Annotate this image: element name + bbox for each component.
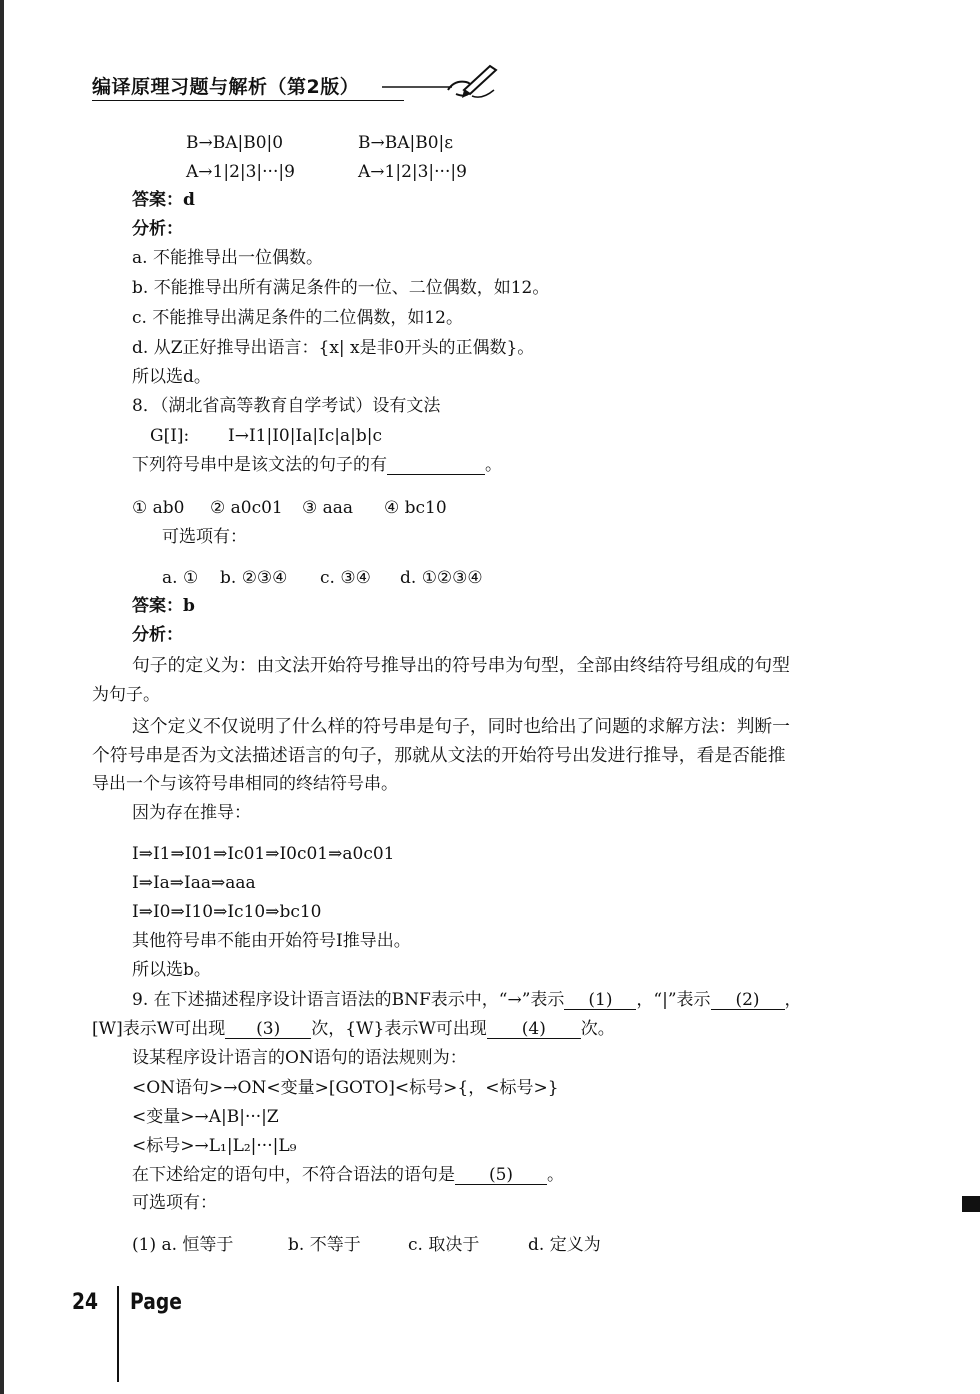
question-8: 8．（湖北省高等教育自学考试）设有文法: [132, 396, 441, 416]
analysis-d: d. 从Z正好推导出语言：{x| x是非0开头的正偶数}。: [132, 338, 535, 358]
page-word: Page: [130, 1290, 182, 1315]
question-9-part-f: 次。: [580, 1019, 615, 1039]
on-statement-rule: <ON语句>→ON<变量>[GOTO]<标号>{，<标号>}: [132, 1078, 559, 1098]
answer-blank-8: [387, 456, 485, 475]
rule-a-left: A→1|2|3|···|9: [186, 162, 295, 182]
paragraph-1-line-2: 为句子。: [92, 685, 160, 705]
derivation-1: I⇒I1⇒I01⇒Ic01⇒I0c01⇒a0c01: [132, 844, 395, 864]
label-rule: <标号>→L₁|L₂|···|L₉: [132, 1136, 297, 1156]
question-9-line-2: [92, 1018, 615, 1040]
question-9-part-b: ，“|”表示: [636, 990, 711, 1010]
header-title: 编译原理习题与解析（第2版）: [92, 76, 360, 98]
analysis-a: a. 不能推导出一位偶数。: [132, 248, 323, 268]
question-9-part-h: 。: [547, 1165, 564, 1185]
answer-blank-1: (1): [564, 991, 636, 1010]
option-1-b: b. 不等于: [288, 1235, 361, 1255]
question-9-part-a: 9. 在下述描述程序设计语言语法的BNF表示中，“→”表示: [132, 990, 565, 1010]
on-statement-intro: 设某程序设计语言的ON语句的语法规则为：: [132, 1048, 467, 1068]
answer-1: 答案：d: [132, 190, 195, 210]
pen-writing-icon: [444, 60, 500, 104]
choices-label-1: 可选项有：: [162, 527, 247, 547]
analysis-c: c. 不能推导出满足条件的二位偶数，如12。: [132, 308, 463, 328]
page-number: 24: [72, 1290, 99, 1315]
question-9-part-e: 次，{W}表示W可出现: [311, 1019, 487, 1039]
conclusion-2: 所以选b。: [132, 960, 211, 980]
question-9-line-3: [132, 1164, 564, 1186]
paragraph-2-line-1: 这个定义不仅说明了什么样的符号串是句子，同时也给出了问题的求解方法：判断一: [132, 716, 790, 737]
question-8-prompt: [132, 454, 502, 476]
rule-a-right: A→1|2|3|···|9: [358, 162, 467, 182]
page-header: [92, 66, 512, 110]
conclusion-1: 所以选d。: [132, 367, 211, 387]
option-1-c: c. 取决于: [408, 1235, 480, 1255]
page-left-edge: [0, 0, 4, 1394]
answer-blank-2: (2): [711, 991, 785, 1010]
header-rule: [92, 100, 404, 101]
choices-1: [162, 567, 483, 589]
string-option: ④ bc10: [384, 498, 447, 518]
string-option: ① ab0: [132, 498, 185, 518]
rule-b-left: B→BA|B0|0: [186, 133, 284, 153]
question-9-part-d: [W]表示W可出现: [92, 1019, 226, 1039]
variable-rule: <变量>→A|B|···|Z: [132, 1107, 279, 1127]
analysis-label-1: 分析：: [132, 219, 183, 239]
derivation-2: I⇒Ia⇒Iaa⇒aaa: [132, 873, 256, 893]
side-tab-marker: [962, 1196, 980, 1212]
grammar-rule: I→I1|I0|Ia|Ic|a|b|c: [228, 426, 383, 446]
page-footer: [0, 1278, 980, 1394]
string-option: ② a0c01: [210, 498, 283, 518]
analysis-label-2: 分析：: [132, 625, 183, 645]
analysis-b: b. 不能推导出所有满足条件的一位、二位偶数，如12。: [132, 278, 550, 298]
choice-option: b. ②③④: [220, 568, 288, 588]
paragraph-2-line-3: 导出一个与该符号串相同的终结符号串。: [92, 774, 398, 794]
answer-blank-5: (5): [455, 1166, 547, 1185]
answer-2: 答案：b: [132, 596, 195, 616]
choice-option: d. ①②③④: [400, 568, 483, 588]
choice-option: c. ③④: [320, 568, 371, 588]
option-1-d: d. 定义为: [528, 1235, 601, 1255]
option-1-row: [132, 1234, 601, 1256]
choice-option: a. ①: [162, 568, 199, 588]
grammar-name: G[I]:: [150, 426, 190, 446]
footer-divider: [117, 1286, 119, 1382]
question-8-text: 下列符号串中是该文法的句子的有: [132, 455, 387, 475]
paragraph-2-line-2: 个符号串是否为文法描述语言的句子，那就从文法的开始符号出发进行推导，看是否能推: [92, 745, 786, 766]
paragraph-1-line-1: 句子的定义为：由文法开始符号推导出的符号串为句型，全部由终结符号组成的句型: [132, 655, 790, 676]
string-option: ③ aaa: [302, 498, 354, 518]
candidate-strings: [132, 497, 447, 519]
other-strings-note: 其他符号串不能由开始符号I推导出。: [132, 931, 411, 951]
question-8-end: 。: [485, 455, 502, 475]
rule-b-right: B→BA|B0|ε: [358, 133, 454, 153]
question-9-part-g: 在下述给定的语句中，不符合语法的语句是: [132, 1165, 455, 1185]
because-line: 因为存在推导：: [132, 803, 251, 823]
question-9-part-c: ，: [784, 990, 802, 1010]
choices-label-2: 可选项有：: [132, 1193, 217, 1213]
question-9-line-1: [132, 989, 802, 1011]
option-1-a: (1) a. 恒等于: [132, 1235, 234, 1255]
answer-blank-4: (4): [487, 1020, 581, 1039]
answer-blank-3: (3): [225, 1020, 311, 1039]
derivation-3: I⇒I0⇒I10⇒Ic10⇒bc10: [132, 902, 322, 922]
